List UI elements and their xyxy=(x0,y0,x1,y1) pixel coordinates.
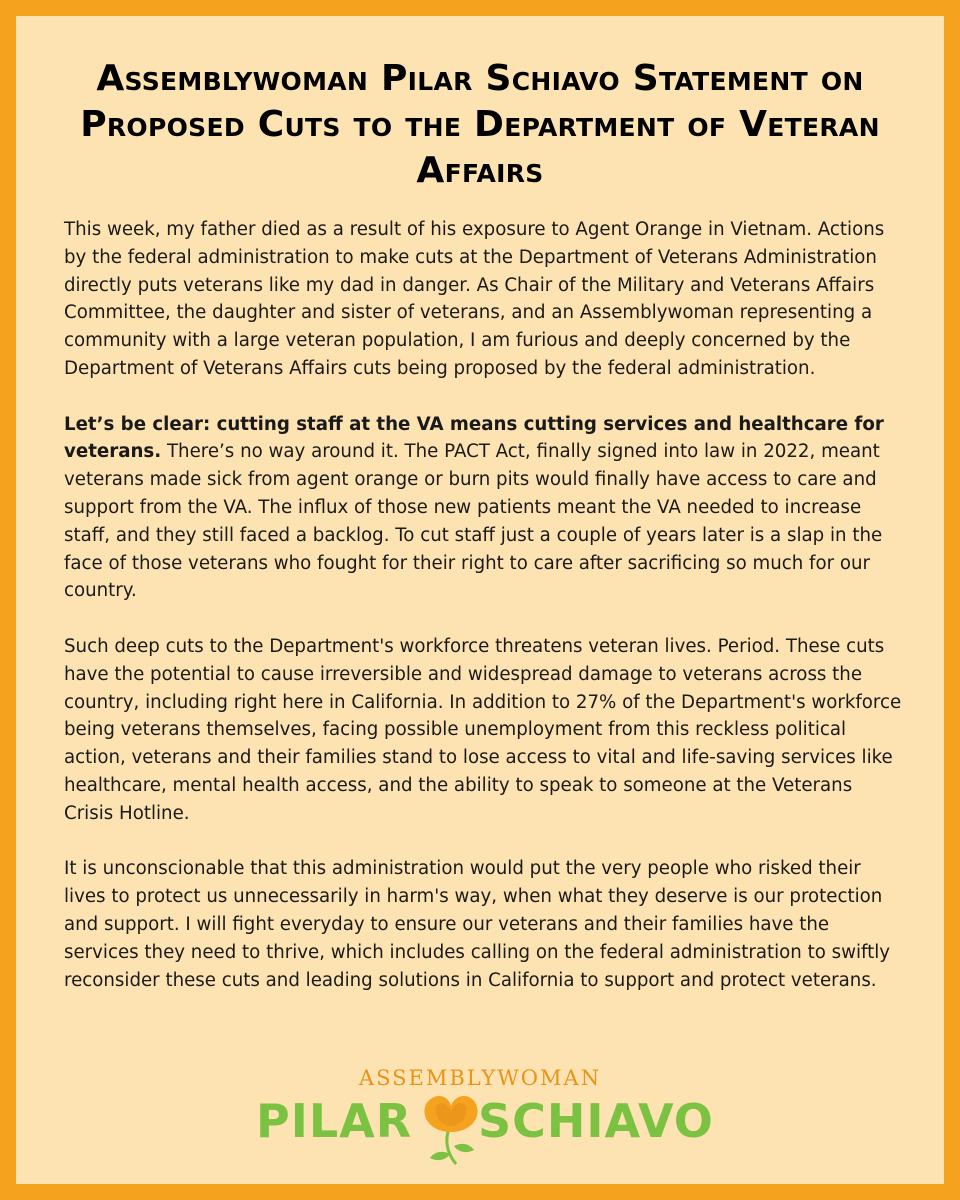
logo-pilar-text: PILAR xyxy=(256,1094,413,1148)
poppy-flower-icon xyxy=(416,1088,486,1168)
statement-title: Assemblywoman Pilar Schiavo Statement on Proposed Cuts to the Department of Veteran Affairs xyxy=(80,58,880,191)
statement-body xyxy=(64,216,904,1022)
paragraph-2 xyxy=(64,411,904,606)
logo-schiavo-text: SCHIAVO xyxy=(478,1094,714,1148)
paragraph-1: This week, my father died as a result of his exposure to Agent Orange in Vietnam. Actions by the federal administration to make cuts at the Department of Veterans Administration directly puts veterans like my dad in danger. As Chair of the Military and Veterans Affairs Committee, the daughter and sister of veterans, and an Assemblywoman representing a community with a large veteran population, I am furious and deeply concerned by the Department of Veterans Affairs cuts being proposed by the federal administration. xyxy=(64,219,885,379)
statement-card xyxy=(16,16,944,1184)
paragraph-2-bold-lead: Let’s be clear: cutting staff at the VA means cutting services and healthcare for veterans. xyxy=(64,413,884,463)
pilar-schiavo-logo xyxy=(16,1066,944,1176)
paragraph-3: Such deep cuts to the Department's workforce threatens veteran lives. Period. These cuts have the potential to cause irreversible and widespread damage to veterans across the country, including right here in California. In addition to 27% of the Department's workforce being veterans themselves, facing possible unemployment from this reckless political action, veterans and their families stand to lose access to vital and life-saving services like healthcare, mental health access, and the ability to speak to someone at the Veterans Crisis Hotline. xyxy=(64,635,902,824)
logo-assemblywoman-text: ASSEMBLYWOMAN xyxy=(358,1066,602,1090)
paragraph-2-text: There’s no way around it. The PACT Act, finally signed into law in 2022, meant veterans made sick from agent orange or burn pits would finally have access to care and support from the VA. The influx of those new patients meant the VA needed to increase staff, and they still faced a backlog. To cut staff just a couple of years later is a slap in the face of those veterans who fought for their right to care after sacrificing so much for our country. xyxy=(64,441,883,602)
paragraph-4: It is unconscionable that this administration would put the very people who risked their lives to protect us unnecessarily in harm's way, when what they deserve is our protection and support. I will fight everyday to ensure our veterans and their families have the services they need to thrive, which includes calling on the federal administration to swiftly reconsider these cuts and leading solutions in California to support and protect veterans. xyxy=(64,858,891,991)
